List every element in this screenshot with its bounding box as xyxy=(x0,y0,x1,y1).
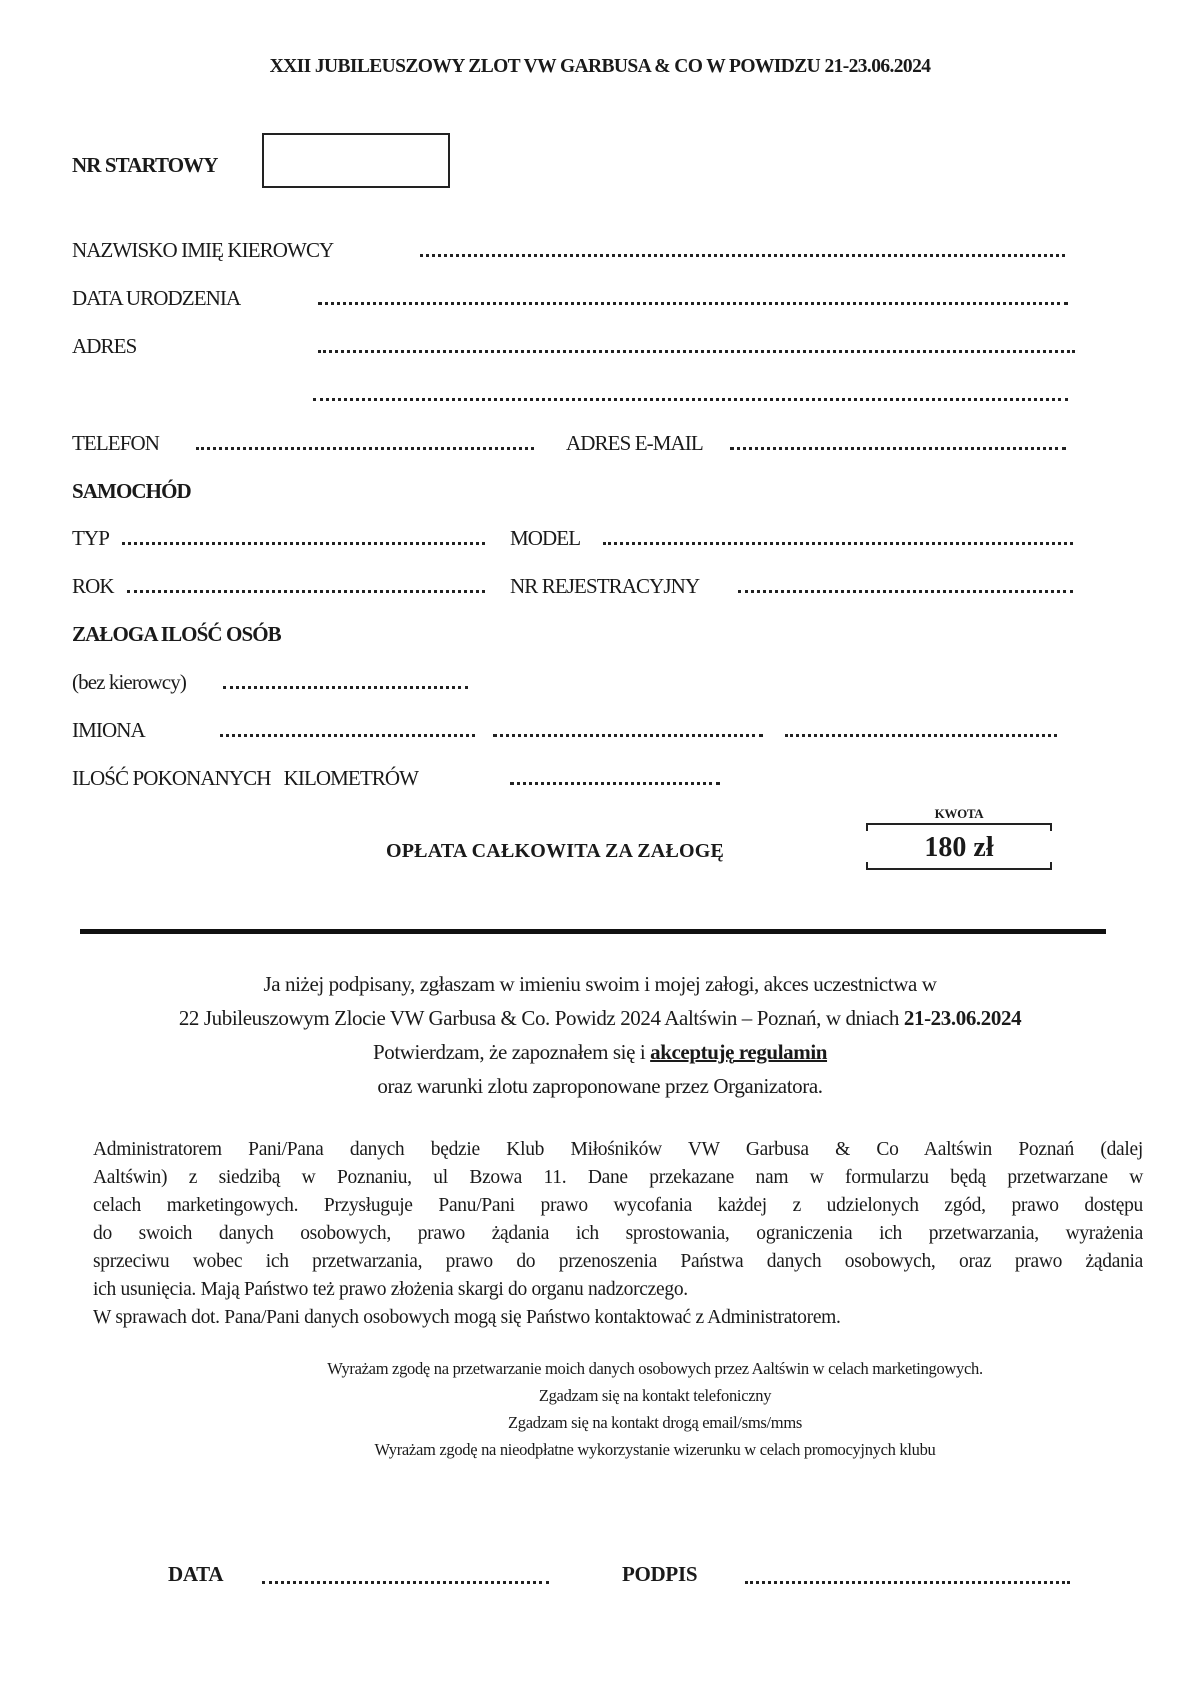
amount-bracket-bottom xyxy=(866,862,1052,870)
consent-phone: Zgadzam się na kontakt telefoniczny xyxy=(538,1386,772,1405)
address-field-line2[interactable] xyxy=(313,398,1068,401)
crew-section-title: ZAŁOGA ILOŚĆ OSÓB xyxy=(72,622,281,646)
crew-name-field-3[interactable] xyxy=(785,734,1057,737)
crew-count-field[interactable] xyxy=(223,686,468,689)
declaration-line-1: Ja niżej podpisany, zgłaszam w imieniu swoim i mojej załogi, akces uczestnictwa w xyxy=(263,972,937,996)
car-section-title: SAMOCHÓD xyxy=(72,479,191,503)
plate-number-field[interactable] xyxy=(738,590,1073,593)
declaration-line-2-text: 22 Jubileuszowym Zlocie VW Garbusa & Co. Powidz 2024 Aaltświn – Poznań, w dniach xyxy=(178,1006,904,1030)
signature-label: PODPIS xyxy=(622,1562,698,1586)
crew-count-label: (bez kierowcy) xyxy=(72,670,186,694)
email-field[interactable] xyxy=(730,447,1066,450)
gdpr-line: celach marketingowych. Przysługuje Panu/Pani prawo wycofania każdej z udzielonych zgód, prawo dostępu xyxy=(93,1195,1143,1216)
address-label: ADRES xyxy=(72,334,137,358)
car-model-label: MODEL xyxy=(510,526,581,550)
accept-rules-link[interactable]: akceptuję regulamin xyxy=(650,1040,828,1064)
kilometers-label: ILOŚĆ POKONANYCH KILOMETRÓW xyxy=(72,766,419,790)
declaration-line-3-text: Potwierdzam, że zapoznałem się i xyxy=(372,1040,651,1064)
car-year-field[interactable] xyxy=(127,590,485,593)
kilometers-field[interactable] xyxy=(510,782,720,785)
birth-date-label: DATA URODZENIA xyxy=(72,286,241,310)
phone-label: TELEFON xyxy=(72,431,160,455)
event-dates: 21-23.06.2024 xyxy=(903,1006,1022,1030)
gdpr-line: Aaltświn) z siedzibą w Poznaniu, ul Bzowa 11. Dane przekazane nam w formularzu będą przetwarzane w xyxy=(93,1167,1143,1188)
car-type-label: TYP xyxy=(72,526,109,550)
signature-date-label: DATA xyxy=(168,1562,224,1586)
declaration-line-2 xyxy=(0,1006,1200,1031)
signature-date-field[interactable] xyxy=(262,1581,549,1584)
phone-field[interactable] xyxy=(196,447,534,450)
driver-name-field[interactable] xyxy=(420,254,1065,257)
crew-name-field-1[interactable] xyxy=(220,734,475,737)
amount-caption: KWOTA xyxy=(934,806,984,821)
crew-name-field-2[interactable] xyxy=(493,734,763,737)
amount-bracket-top xyxy=(866,823,1052,831)
section-divider xyxy=(80,929,1106,934)
total-fee-label: OPŁATA CAŁKOWITA ZA ZAŁOGĘ xyxy=(386,840,725,862)
car-year-label: ROK xyxy=(72,574,114,598)
consent-marketing: Wyrażam zgodę na przetwarzanie moich danych osobowych przez Aaltświn w celach marketingowych. xyxy=(327,1359,983,1378)
signature-field[interactable] xyxy=(745,1581,1070,1584)
gdpr-line: Administratorem Pani/Pana danych będzie Klub Miłośników VW Garbusa & Co Aaltświn Poznań (dalej xyxy=(93,1139,1143,1160)
form-title: XXII JUBILEUSZOWY ZLOT VW GARBUSA & CO W POWIDZU 21-23.06.2024 xyxy=(269,56,931,77)
crew-names-label: IMIONA xyxy=(72,718,145,742)
address-field-line1[interactable] xyxy=(318,350,1075,353)
declaration-line-4: oraz warunki zlotu zaproponowane przez Organizatora. xyxy=(377,1074,823,1098)
birth-date-field[interactable] xyxy=(318,302,1068,305)
start-number-box[interactable] xyxy=(262,133,450,188)
car-type-field[interactable] xyxy=(122,542,485,545)
fee-amount: 180 zł xyxy=(924,832,994,863)
consent-email-sms: Zgadzam się na kontakt drogą email/sms/mms xyxy=(508,1413,802,1432)
gdpr-line: sprzeciwu wobec ich przetwarzania, prawo do przenoszenia Państwa danych osobowych, oraz prawo żądania xyxy=(93,1251,1143,1272)
car-model-field[interactable] xyxy=(603,542,1073,545)
gdpr-notice xyxy=(93,1136,1143,1332)
declaration-line-3 xyxy=(0,1040,1200,1065)
start-number-label: NR STARTOWY xyxy=(72,153,218,177)
email-label: ADRES E-MAIL xyxy=(566,431,703,455)
gdpr-line: do swoich danych osobowych, prawo żądania ich sprostowania, ograniczenia ich przetwarzania, wyrażenia xyxy=(93,1223,1143,1244)
driver-name-label: NAZWISKO IMIĘ KIEROWCY xyxy=(72,238,334,262)
gdpr-line: W sprawach dot. Pana/Pani danych osobowych mogą się Państwo kontaktować z Administratorem. xyxy=(93,1307,841,1328)
gdpr-line: ich usunięcia. Mają Państwo też prawo złożenia skargi do organu nadzorczego. xyxy=(93,1279,688,1300)
consent-image: Wyrażam zgodę na nieodpłatne wykorzystanie wizerunku w celach promocyjnych klubu xyxy=(374,1440,936,1459)
plate-number-label: NR REJESTRACYJNY xyxy=(510,574,700,598)
